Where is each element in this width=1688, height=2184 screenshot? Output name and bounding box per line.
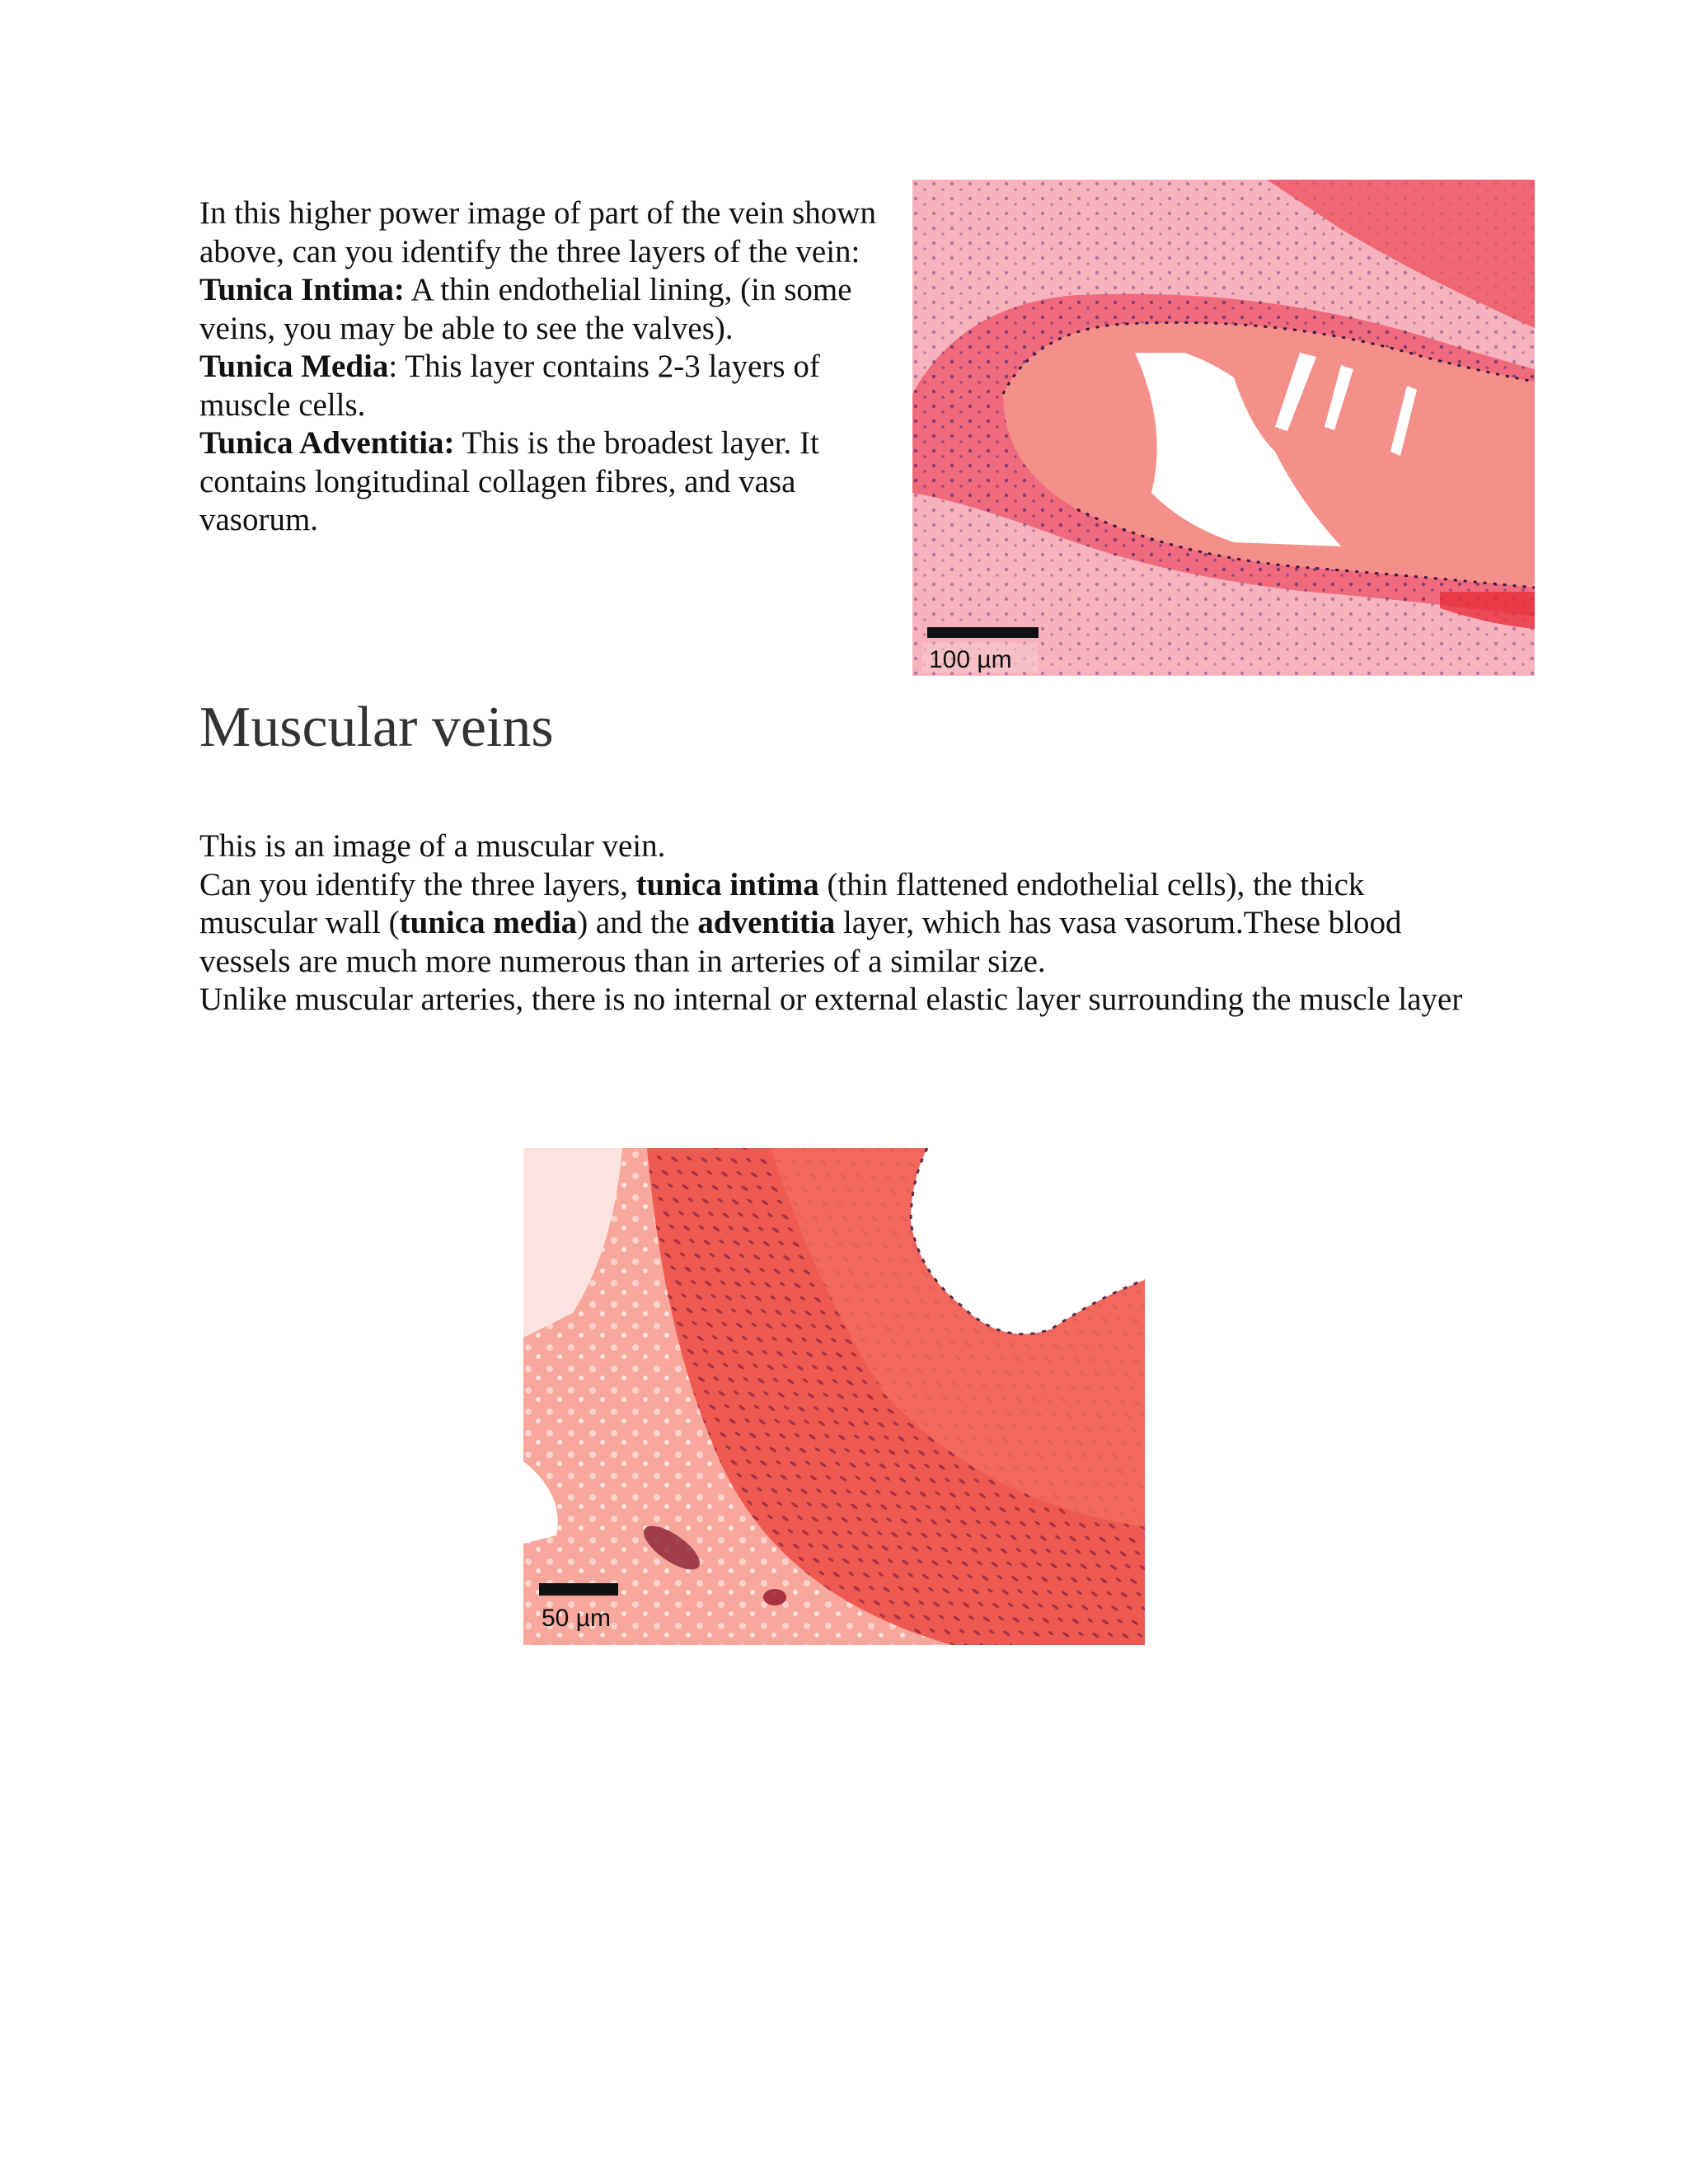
line2-part-d: layer, which has vasa vasorum.These blood vessels are much more numerous than in arteries of a similar size. [199, 905, 1402, 979]
term-adventitia: adventitia [697, 905, 836, 940]
muscular-vein-micrograph-image [523, 1148, 1145, 1645]
section-line2 [199, 866, 1485, 982]
media-description: : This layer contains 2-3 layers of muscle cells. [199, 349, 820, 423]
media-line [199, 348, 892, 424]
line2-part-b: (thin flattened endothelial cells), the thick muscular wall ( [199, 866, 1365, 940]
line2-part-a: Can you identify the three layers, [199, 866, 636, 902]
section-heading: Muscular veins [199, 696, 554, 759]
intro-paragraph [199, 194, 892, 540]
intima-description: A thin endothelial lining, (in some veins, you may be able to see the valves). [199, 272, 852, 346]
intima-line [199, 271, 892, 348]
media-term: Tunica Media [199, 349, 389, 384]
term-tunica-media: tunica media [399, 905, 578, 940]
intima-term: Tunica Intima: [199, 272, 405, 307]
term-tunica-intima: tunica intima [635, 866, 819, 902]
muscular-veins-paragraph [199, 827, 1485, 1019]
line2-part-c: ) and the [577, 905, 698, 940]
adventitia-term: Tunica Adventitia: [199, 425, 455, 461]
figure2-scale-label: 50 µm [542, 1605, 611, 1632]
figure1-scale-label: 100 µm [929, 646, 1012, 673]
adventitia-description: This is the broadest layer. It contains longitudinal collagen fibres, and vasa vasorum. [199, 425, 819, 537]
section-line3: Unlike muscular arteries, there is no internal or external elastic layer surrounding the muscle layer [199, 982, 1463, 1017]
section-line1: This is an image of a muscular vein. [199, 828, 666, 864]
intro-lead: In this higher power image of part of the vein shown above, can you identify the three layers of the vein: [199, 195, 876, 269]
vein-micrograph-image [912, 180, 1535, 676]
adventitia-line [199, 424, 892, 540]
